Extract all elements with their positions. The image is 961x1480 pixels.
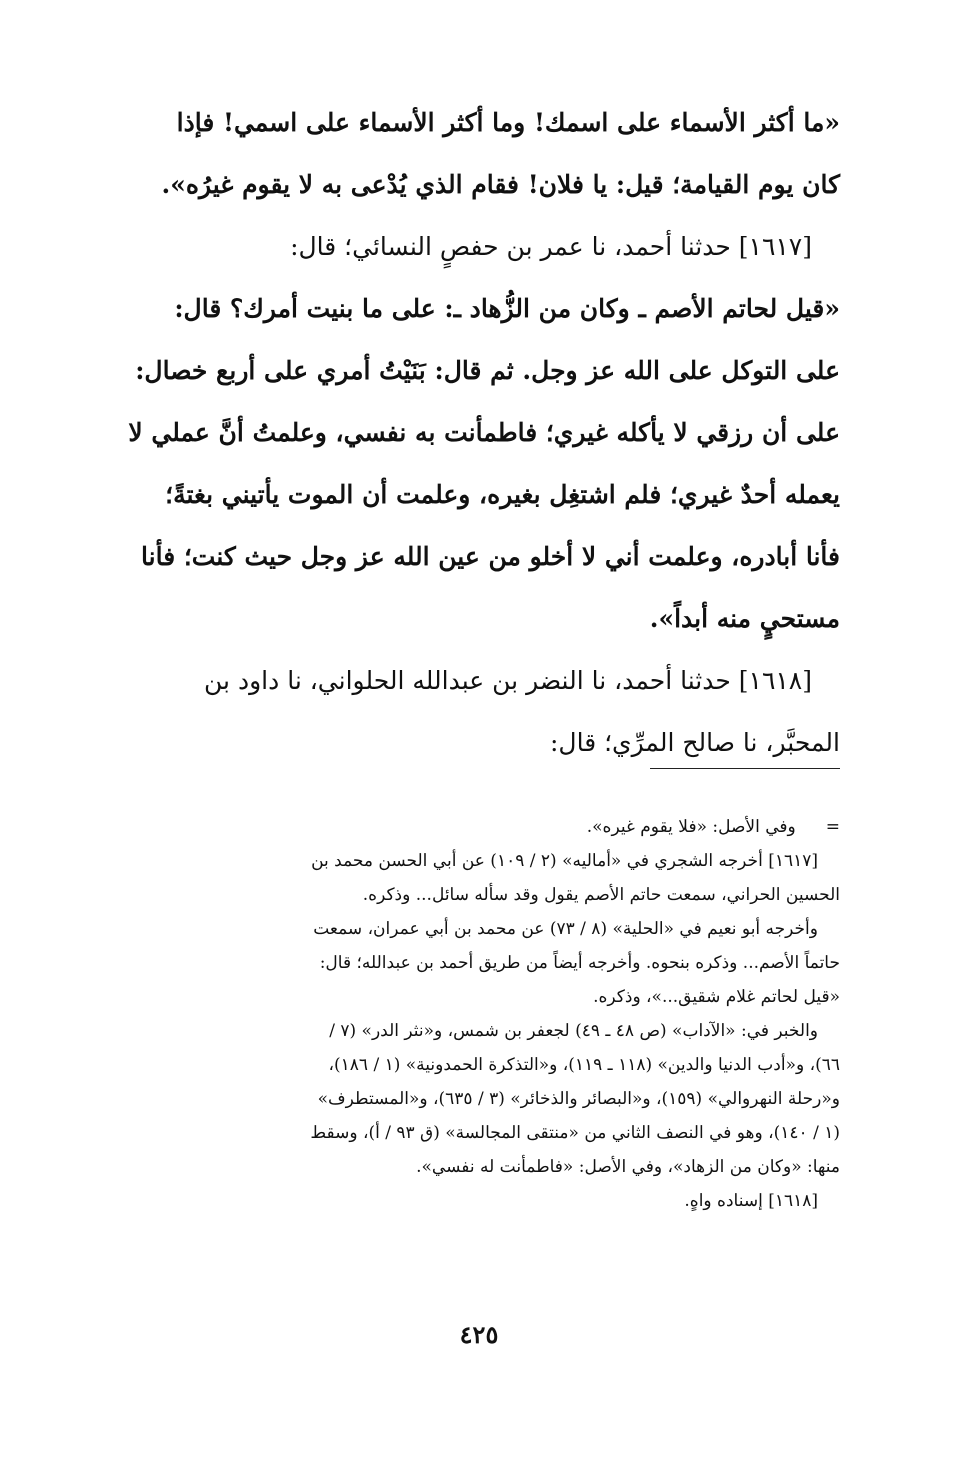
- quote-paragraph-1: [118, 92, 840, 216]
- document-page: [118, 92, 840, 1432]
- footnote-line: وأخرجه أبو نعيم في «الحلية» (٨ / ٧٣) عن محمد بن أبي عمران، سمعت: [313, 919, 818, 939]
- footnote-1618: [١٦١٨] إسناده واهٍ.: [684, 1191, 818, 1211]
- page-number: ٤٢٥: [459, 1320, 499, 1349]
- footnote-line: ٦٦)، و«أدب الدنيا والدين» (١١٨ ـ ١١٩)، و«التذكرة الحمدونية» (١ / ١٨٦)،: [328, 1055, 840, 1075]
- text-line: كان يوم القيامة؛ قيل: يا فلان! فقام الذي يُدْعى به لا يقوم غيرُه».: [161, 170, 840, 199]
- text-line: «ما أكثر الأسماء على اسمك! وما أكثر الأسماء على اسمي! فإذا: [176, 108, 840, 137]
- footnote-line: (١ / ١٤٠)، وهو في النصف الثاني من «منتقى المجالسة» (ق ٩٣ / أ)، وسقط: [310, 1123, 840, 1143]
- footnote-line: «قيل لحاتم غلام شقيق...»، وذكره.: [593, 987, 840, 1007]
- footnote-line: الحسين الحراني، سمعت حاتم الأصم يقول وقد سأله سائل... وذكره.: [362, 885, 840, 905]
- footnote-line: و«رحلة النهروالي» (١٥٩)، و«البصائر والذخائر» (٣ / ٦٣٥)، و«المستطرف»: [317, 1089, 840, 1109]
- text-line: مستحيٍ منه أبداً».: [649, 604, 840, 633]
- text-line: يعمله أحدٌ غيري؛ فلم اشتغِل بغيره، وعلمت أن الموت يأتيني بغتةً؛: [165, 480, 840, 509]
- isnad-1618: [118, 650, 840, 774]
- text-line: على أن رزقي لا يأكله غيري؛ فاطمأنت به نفسي، وعلمتُ أنَّ عملي لا: [128, 418, 840, 447]
- footnote-line: [١٦١٧] أخرجه الشجري في «أماليه» (٢ / ١٠٩) عن أبي الحسن محمد بن: [311, 851, 818, 871]
- footnote-hilya: [118, 912, 840, 1014]
- text-line: «قيل لحاتم الأصم ـ وكان من الزُّهاد ـ: على ما بنيت أمرك؟ قال:: [174, 294, 840, 323]
- quote-paragraph-hatim: [118, 278, 840, 650]
- text-line: المحبَّر، نا صالح المرِّي؛ قال:: [549, 728, 840, 757]
- footnotes-section: [118, 810, 840, 1218]
- footnote-line: حاتماً الأصم... وذكره بنحوه. وأخرجه أيضاً من طريق أحمد بن عبدالله؛ قال:: [319, 953, 840, 973]
- footnote-1617: [118, 844, 840, 912]
- text-line: [١٦١٨] حدثنا أحمد، نا النضر بن عبدالله الحلواني، نا داود بن: [204, 666, 812, 695]
- footnote-sources: [118, 1014, 840, 1184]
- isnad-1617: [١٦١٧] حدثنا أحمد، نا عمر بن حفصٍ النسائي؛ قال:: [290, 232, 812, 261]
- footnote-continuation: [118, 810, 840, 844]
- text-line: على التوكل على الله عز وجل. ثم قال: بَنَيْتُ أمري على أربع خصال:: [135, 356, 840, 385]
- footnote-separator: [650, 768, 840, 769]
- continuation-mark: =: [825, 817, 840, 837]
- footnote-line: منها: «وكان من الزهاد»، وفي الأصل: «فاطمأنت له نفسي».: [416, 1157, 840, 1177]
- footnote-text: وفي الأصل: «فلا يقوم غيره».: [586, 817, 796, 837]
- footnote-line: والخبر في: «الآداب» (ص ٤٨ ـ ٤٩) لجعفر بن شمس، و«نثر الدر» (٧ /: [329, 1021, 818, 1041]
- text-line: فأنا أبادره، وعلمت أني لا أخلو من عين الله عز وجل حيث كنت؛ فأنا: [141, 542, 840, 571]
